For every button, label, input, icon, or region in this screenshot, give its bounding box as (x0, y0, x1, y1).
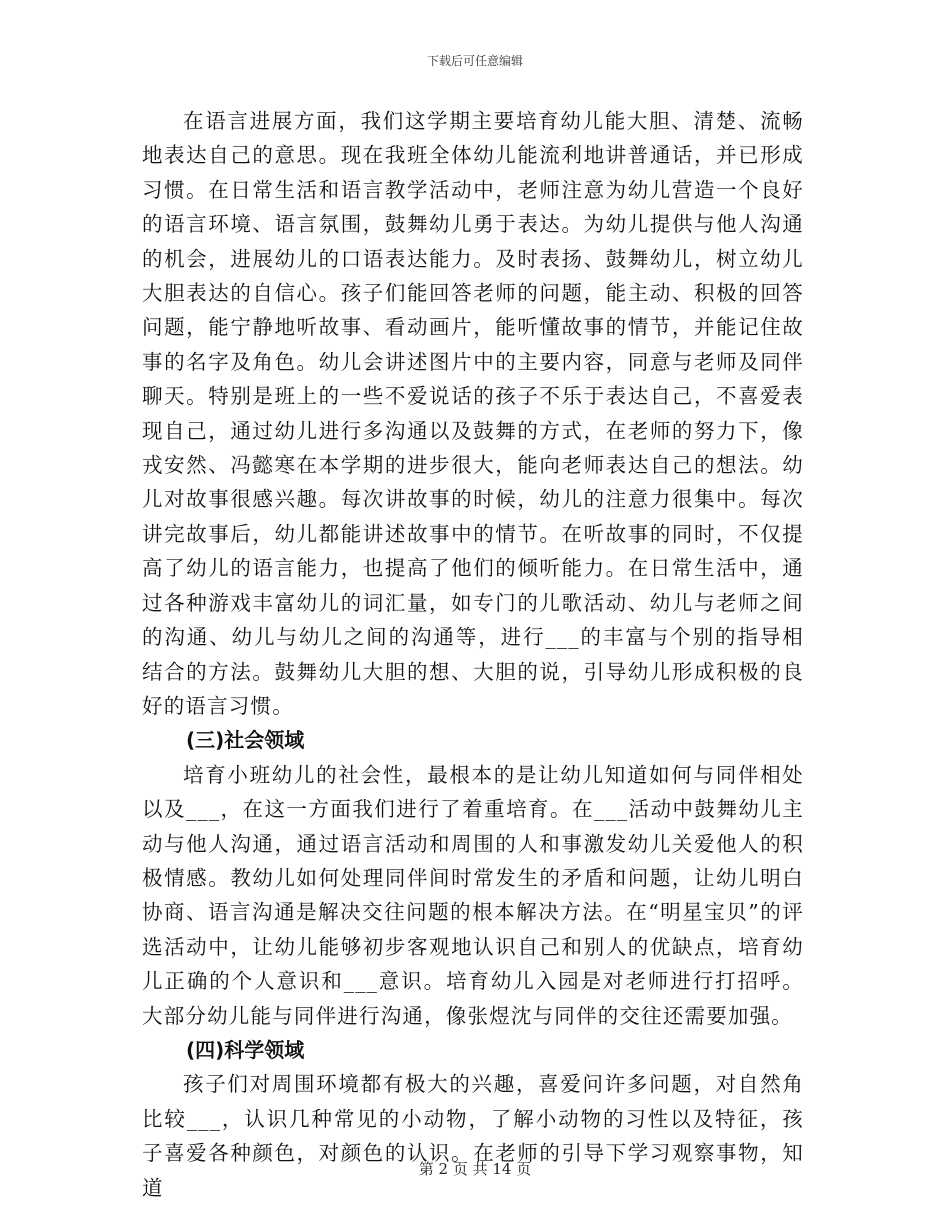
section-heading-science: (四)科学领域 (186, 1037, 305, 1062)
document-body (142, 104, 804, 1205)
paragraph-language-development: 在语言进展方面，我们这学期主要培育幼儿能大胆、清楚、流畅地表达自己的意思。现在我班全体幼儿能流利地讲普通话，并已形成习惯。在日常生活和语言教学活动中，老师注意为幼儿营造一个良好的语言环境、语言氛围，鼓舞幼儿勇于表达。为幼儿提供与他人沟通的机会，进展幼儿的口语表达能力。及时表扬、鼓舞幼儿，树立幼儿大胆表达的自信心。孩子们能回答老师的问题，能主动、积极的回答问题，能宁静地听故事、看动画片，能听懂故事的情节，并能记住故事的名字及角色。幼儿会讲述图片中的主要内容，同意与老师及同伴聊天。特别是班上的一些不爱说话的孩子不乐于表达自己，不喜爱表现自己，通过幼儿进行多沟通以及鼓舞的方式，在老师的努力下，像戎安然、冯懿寒在本学期的进步很大，能向老师表达自己的想法。幼儿对故事很感兴趣。每次讲故事的时候，幼儿的注意力很集中。每次讲完故事后，幼儿都能讲述故事中的情节。在听故事的同时，不仅提高了幼儿的语言能力，也提高了他们的倾听能力。在日常生活中，通过各种游戏丰富幼儿的词汇量，如专门的儿歌活动、幼儿与老师之间的沟通、幼儿与幼儿之间的沟通等，进行___的丰富与个别的指导相结合的方法。鼓舞幼儿大胆的想、大胆的说，引导幼儿形成积极的良好的语言习惯。 (142, 109, 804, 718)
section-heading-social: (三)社会领域 (186, 728, 305, 753)
page-header: 下载后可任意编辑 (426, 54, 523, 68)
paragraph-science-domain: 孩子们对周围环境都有极大的兴趣，喜爱问许多问题，对自然角比较___，认识几种常见的小动物，了解小动物的习性以及特征，孩子喜爱各种颜色，对颜色的认识。在老师的引导下学习观察事物，知道 (142, 1072, 804, 1200)
page-number: 第 2 页 共 14 页 (418, 1160, 532, 1178)
paragraph-social-domain: 培育小班幼儿的社会性，最根本的是让幼儿知道如何与同伴相处以及___，在这一方面我们进行了着重培育。在___活动中鼓舞幼儿主动与他人沟通，通过语言活动和周围的人和事激发幼儿关爱他人的积极情感。教幼儿如何处理同伴间时常发生的矛盾和问题，让幼儿明白协商、语言沟通是解决交往问题的根本解决方法。在“明星宝贝”的评选活动中，让幼儿能够初步客观地认识自己和别人的优缺点，培育幼儿正确的个人意识和___意识。培育幼儿入园是对老师进行打招呼。大部分幼儿能与同伴进行沟通，像张煜沈与同伴的交往还需要加强。 (142, 762, 804, 1028)
